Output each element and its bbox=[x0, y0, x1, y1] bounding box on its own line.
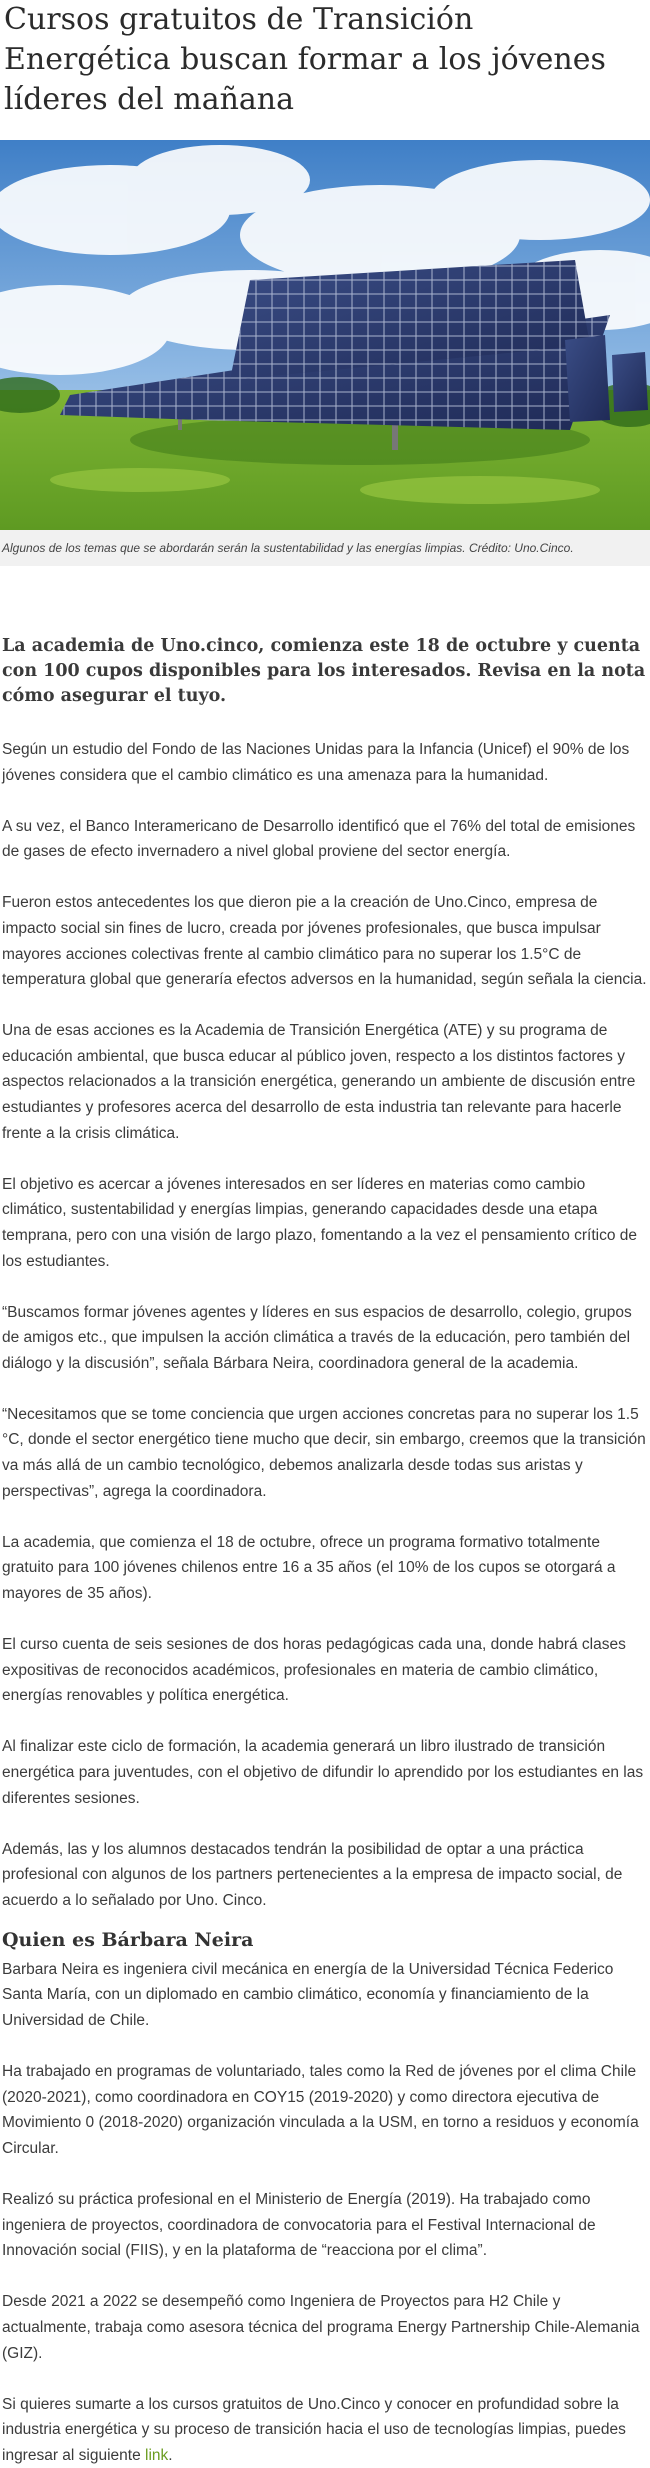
paragraph: El objetivo es acercar a jóvenes interesados en ser líderes en materias como cambio climático, sustentabilidad y energías limpias, generando capacidades desde una etapa temprana, pero con una visión de largo plazo, fomentando a la vez el pensamiento crítico de los estudiantes. bbox=[2, 1175, 638, 1270]
closing-paragraph bbox=[2, 2392, 648, 2468]
article-lead: La academia de Uno.cinco, comienza este 18 de octubre y cuenta con 100 cupos disponibles para los interesados. Revisa en la nota cómo asegurar el tuyo. bbox=[2, 636, 646, 706]
paragraph: La academia, que comienza el 18 de octubre, ofrece un programa formativo totalmente gratuito para 100 jóvenes chilenos entre 16 a 35 años (el 10% de los cupos se otorgará a mayores de 35 años). bbox=[2, 1533, 616, 1602]
paragraph: Además, las y los alumnos destacados tendrán la posibilidad de optar a una práctica profesional con algunos de los partners pertenecientes a la empresa de impacto social, de acuerdo a lo señalado por Uno. Cinco. bbox=[2, 1840, 623, 1909]
bio-paragraph: Desde 2021 a 2022 se desempeñó como Ingeniera de Proyectos para H2 Chile y actualmente, trabaja como asesora técnica del programa Energy Partnership Chile-Alemania (GIZ). bbox=[2, 2293, 640, 2362]
paragraph: El curso cuenta de seis sesiones de dos horas pedagógicas cada una, donde habrá clases expositivas de reconocidos académicos, profesionales en materia de cambio climático, energías renovables y política energética. bbox=[2, 1636, 626, 1705]
paragraph: A su vez, el Banco Interamericano de Desarrollo identificó que el 76% del total de emisiones de gases de efecto invernadero a nivel global proviene del sector energía. bbox=[2, 817, 636, 861]
paragraph: Fueron estos antecedentes los que dieron pie a la creación de Uno.Cinco, empresa de impacto social sin fines de lucro, creada por jóvenes profesionales, que busca impulsar mayores acciones colectivas frente al cambio climático para no superar los 1.5°C de temperatura global que generaría efectos adversos en la humanidad, según señala la ciencia. bbox=[2, 894, 647, 989]
bio-paragraph: Ha trabajado en programas de voluntariado, tales como la Red de jóvenes por el clima Chile (2020-2021), como coordinadora en COY15 (2019-2020) y como directora ejecutiva de Movimiento 0 (2018-2020) organización vinculada a la USM, en torno a residuos y economía Circular. bbox=[2, 2063, 639, 2157]
paragraph: “Buscamos formar jóvenes agentes y líderes en sus espacios de desarrollo, colegio, grupos de amigos etc., que impulsen la acción climática a través de la educación, pero también del diálogo y la discusión”, señala Bárbara Neira, coordinadora general de la academia. bbox=[2, 1303, 632, 1372]
hero-figure bbox=[0, 140, 650, 566]
hero-caption: Algunos de los temas que se abordarán serán la sustentabilidad y las energías limpias. Crédito: Uno.Cinco. bbox=[0, 530, 650, 566]
article-title: Cursos gratuitos de Transición Energética buscan formar a los jóvenes líderes del mañana bbox=[4, 2, 606, 117]
section-heading: Quien es Bárbara Neira bbox=[2, 1928, 254, 1951]
closing-end: . bbox=[168, 2446, 173, 2464]
paragraph: Según un estudio del Fondo de las Naciones Unidas para la Infancia (Unicef) el 90% de los jóvenes considera que el cambio climático es una amenaza para la humanidad. bbox=[2, 741, 630, 784]
paragraph: “Necesitamos que se tome conciencia que urgen acciones concretas para no superar los 1.5 °C, donde el sector energético tiene mucho que decir, sin embargo, creemos que la transición va más allá de un cambio tecnológico, debemos analizarla desde todas sus aristas y perspectivas”, agrega la coordinadora. bbox=[2, 1405, 646, 1500]
bio-paragraph: Barbara Neira es ingeniera civil mecánica en energía de la Universidad Técnica Federico Santa María, con un diplomado en cambio climático, economía y financiamiento de la Universidad de Chile. bbox=[2, 1960, 614, 2030]
article-body bbox=[0, 634, 650, 2468]
paragraph: Una de esas acciones es la Academia de Transición Energética (ATE) y su programa de educación ambiental, que busca educar al público joven, respecto a los distintos factores y aspectos relacionados a la transición energética, generando un ambiente de discusión entre estudiantes y profesores acerca del desarrollo de esta industria tan relevante para hacerle frente a la crisis climática. bbox=[2, 1022, 636, 1142]
bio-paragraph: Realizó su práctica profesional en el Ministerio de Energía (2019). Ha trabajado como ingeniera de proyectos, coordinadora de convocatoria para el Festival Internacional de Innovación social (FIIS), y en la plataforma de “reacciona por el clima”. bbox=[2, 2191, 596, 2260]
signup-link[interactable]: link bbox=[145, 2446, 169, 2464]
paragraph: Al finalizar este ciclo de formación, la academia generará un libro ilustrado de transición energética para juventudes, con el objetivo de difundir lo aprendido por los estudiantes en las diferentes sesiones. bbox=[2, 1738, 644, 1807]
closing-text: Si quieres sumarte a los cursos gratuitos de Uno.Cinco y conocer en profundidad sobre la industria energética y su proceso de transición hacia el uso de tecnologías limpias, puedes ingresar al siguiente bbox=[2, 2395, 626, 2464]
solar-panels-image bbox=[0, 140, 650, 530]
